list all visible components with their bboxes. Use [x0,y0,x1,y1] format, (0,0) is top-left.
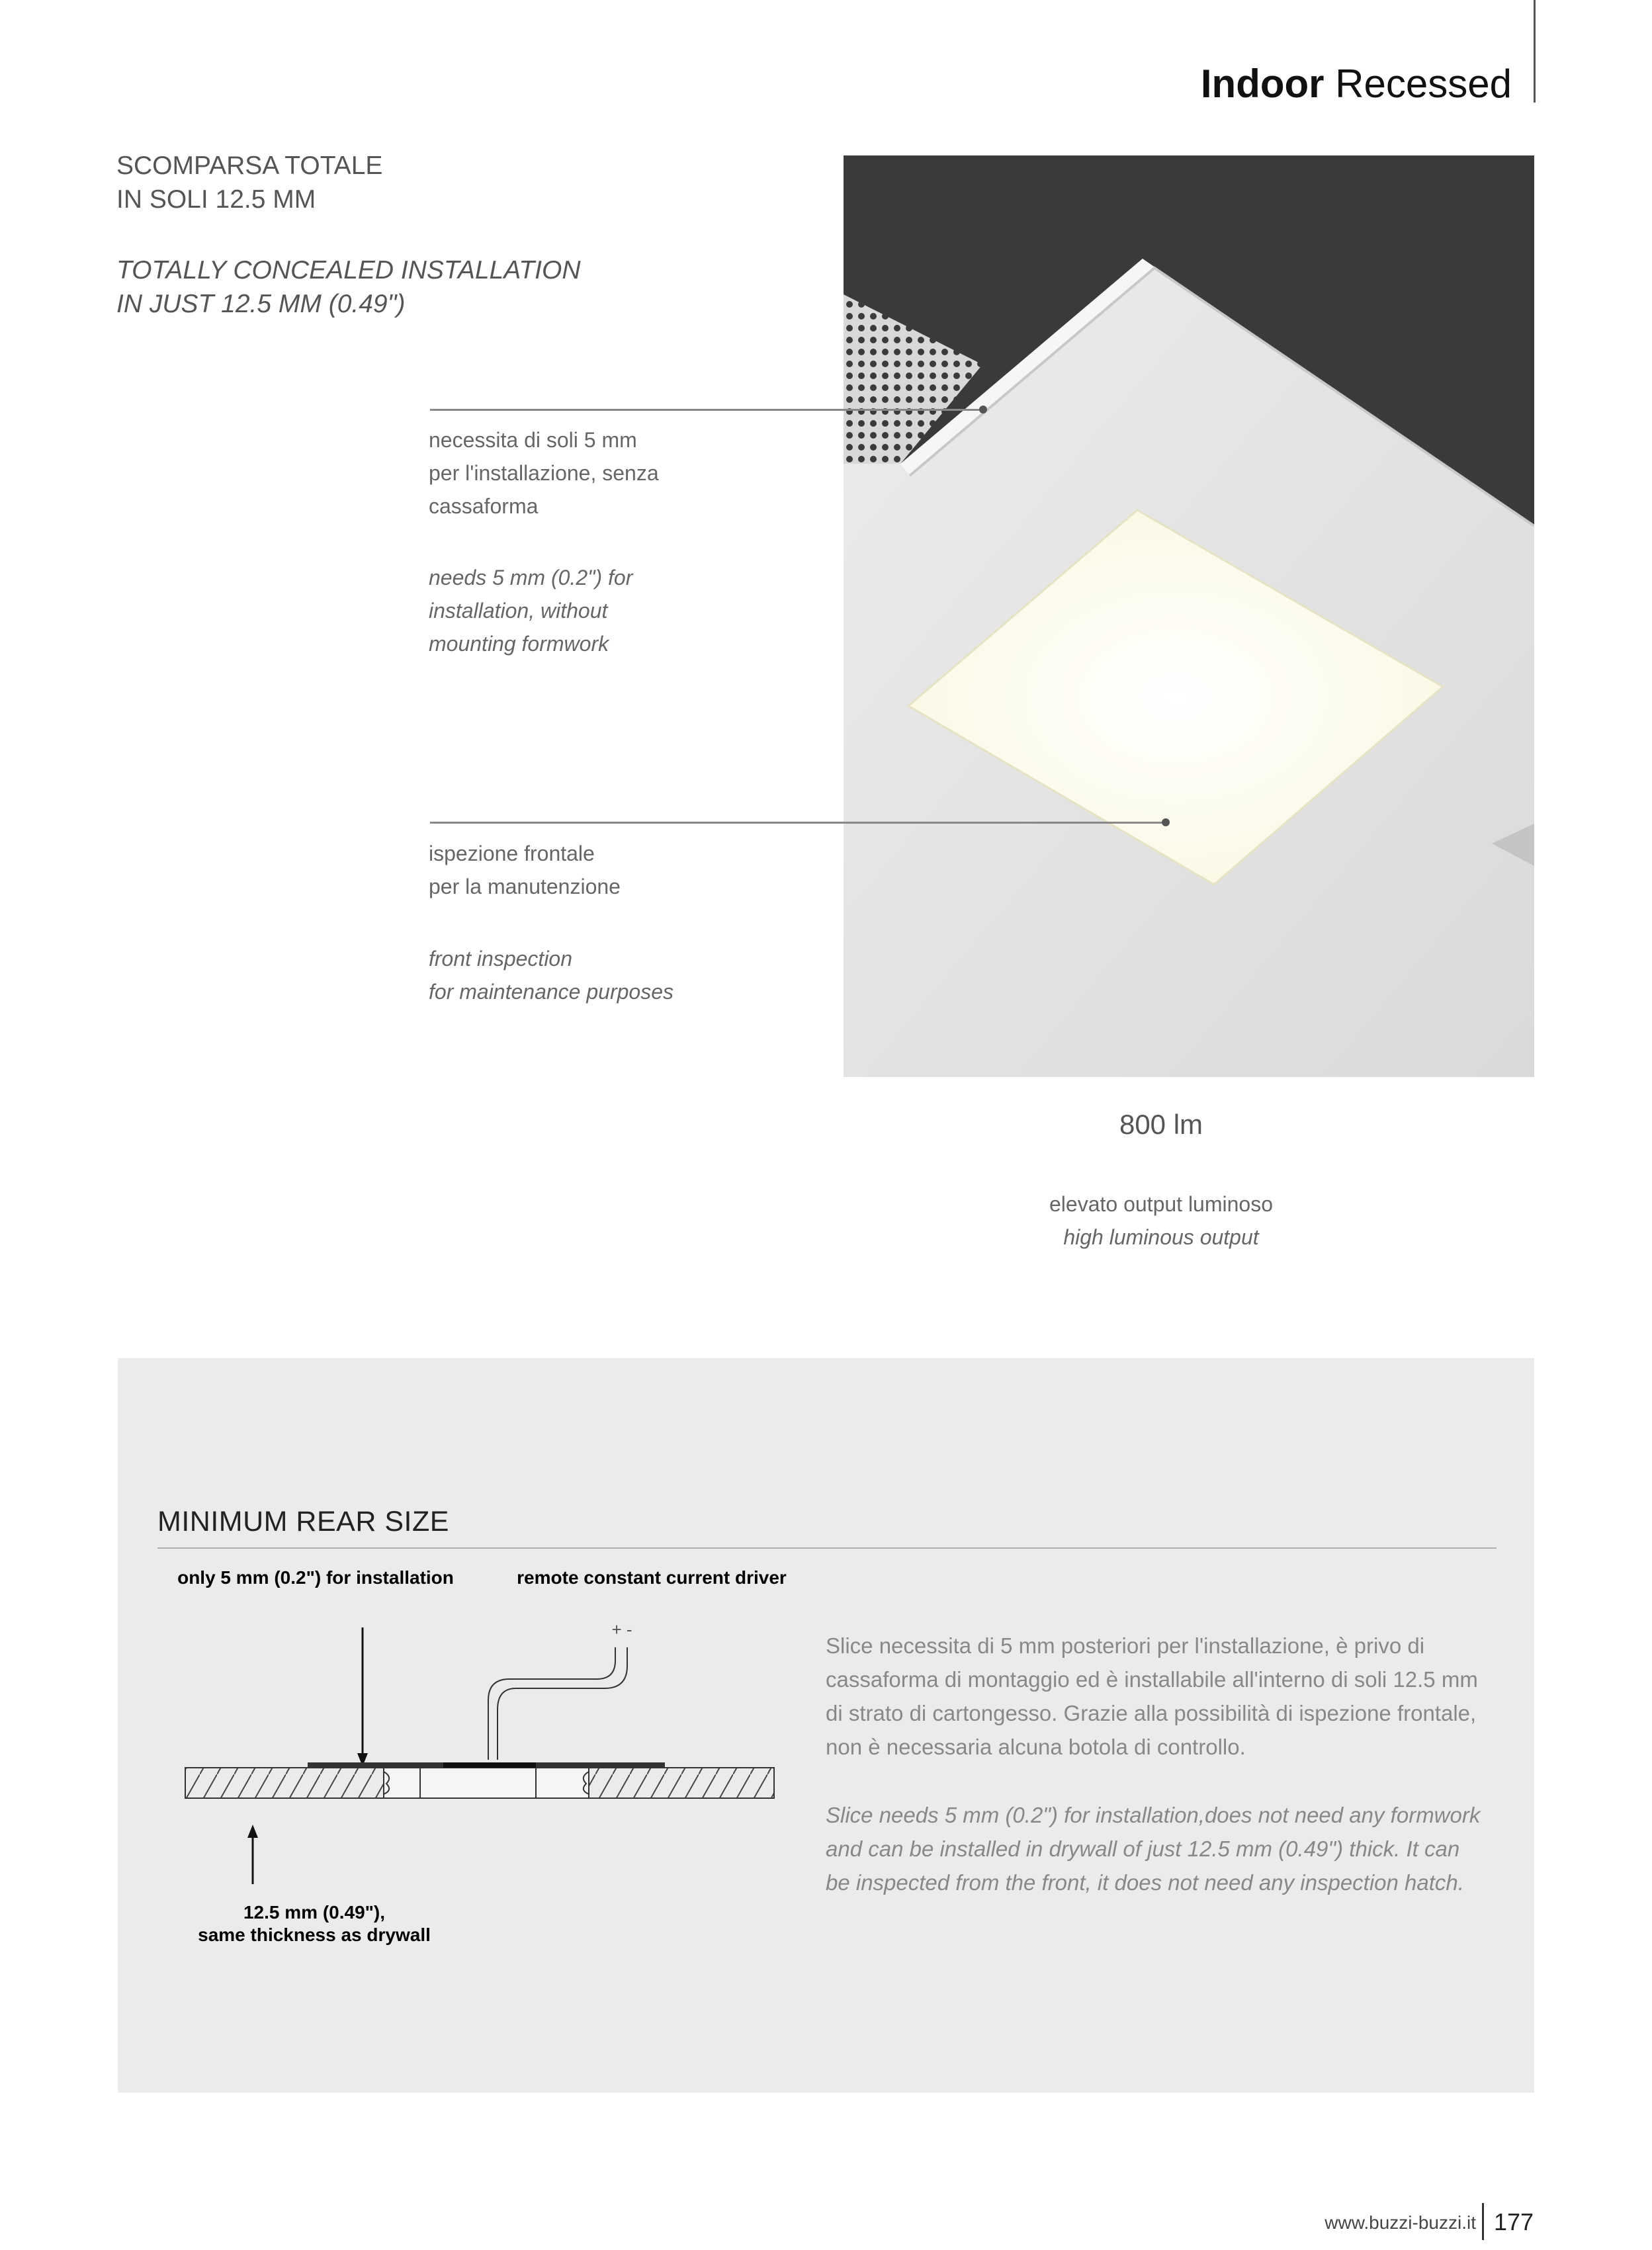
lumen-description [966,1188,1356,1254]
fixture-body [384,1768,589,1798]
lumen-desc-it: elevato output luminoso [1049,1192,1273,1216]
callout-2-text-en [429,942,674,1008]
callout-line-text: per la manutenzione [429,875,621,898]
intro-en-line: IN JUST 12.5 MM (0.49") [116,290,406,318]
intro-it-line: SCOMPARSA TOTALE [116,151,383,180]
intro-it-line: IN SOLI 12.5 MM [116,185,316,214]
header-divider [1534,0,1536,103]
desc-line: Slice necessita di 5 mm posteriori per l'installazione, è privo di [826,1633,1425,1658]
callout-line-text: necessita di soli 5 mm [429,428,637,452]
callout-1-text-en [429,561,632,660]
intro-en-line: TOTALLY CONCEALED INSTALLATION [116,256,581,284]
drywall-left [185,1768,384,1798]
callout-line-text: mounting formwork [429,632,609,656]
callout-line-text: cassaforma [429,494,539,518]
callout-line-text: installation, without [429,599,608,623]
installation-diagram [165,1561,801,1971]
callout-line-text: front inspection [429,947,573,971]
callout-line-text: ispezione frontale [429,842,595,865]
driver-cable-outer [488,1647,615,1760]
callout-2-text-it [429,837,621,903]
fixture-flange-inset [443,1762,536,1768]
callout-line-text: for maintenance purposes [429,980,674,1004]
diagram-label-thickness: 12.5 mm (0.49"), [243,1902,386,1923]
product-photo [844,155,1534,1077]
diagram-label-thickness: same thickness as drywall [198,1925,431,1945]
desc-line: cassaforma di montaggio ed è installabile all'interno di soli 12.5 mm [826,1667,1478,1692]
footer-divider [1482,2203,1484,2240]
diagram-label-install: only 5 mm (0.2") for installation [177,1567,454,1588]
desc-line: Slice needs 5 mm (0.2") for installation,does not need any formwork [826,1803,1481,1827]
description-en [826,1798,1494,1899]
callout-2-line [430,822,1166,824]
page-number: 177 [1494,2208,1534,2235]
drywall-right [589,1768,774,1798]
callout-1-dot [979,406,987,413]
callout-line-text: needs 5 mm (0.2") for [429,566,633,589]
desc-line: non è necessaria alcuna botola di controllo. [826,1735,1246,1759]
desc-line: be inspected from the front, it does not need any inspection hatch. [826,1870,1464,1895]
footer-url-link[interactable]: www.buzzi-buzzi.it [1325,2212,1476,2233]
description-it [826,1629,1494,1764]
intro-heading-en [116,253,581,321]
callout-1-text-it [429,423,659,523]
callout-line-text: per l'installazione, senza [429,461,659,485]
desc-line: di strato di cartongesso. Grazie alla possibilità di ispezione frontale, [826,1701,1477,1725]
diagram-label-driver: remote constant current driver [517,1567,787,1588]
lumen-value: 800 lm [1119,1109,1203,1140]
desc-line: and can be installed in drywall of just 12.5 mm (0.49") thick. It can [826,1837,1460,1861]
section-rule [157,1547,1497,1549]
section-title: MINIMUM REAR SIZE [157,1506,449,1537]
callout-2-dot [1162,818,1170,826]
lumen-desc-en: high luminous output [1063,1225,1259,1249]
callout-1-line [430,409,983,411]
arrow-thickness-head [247,1825,258,1838]
driver-cable-inner [498,1647,627,1760]
page-header-title: Indoor Recessed [1200,62,1512,106]
intro-heading-it [116,149,382,216]
diagram-label-polarity: + - [611,1620,632,1639]
